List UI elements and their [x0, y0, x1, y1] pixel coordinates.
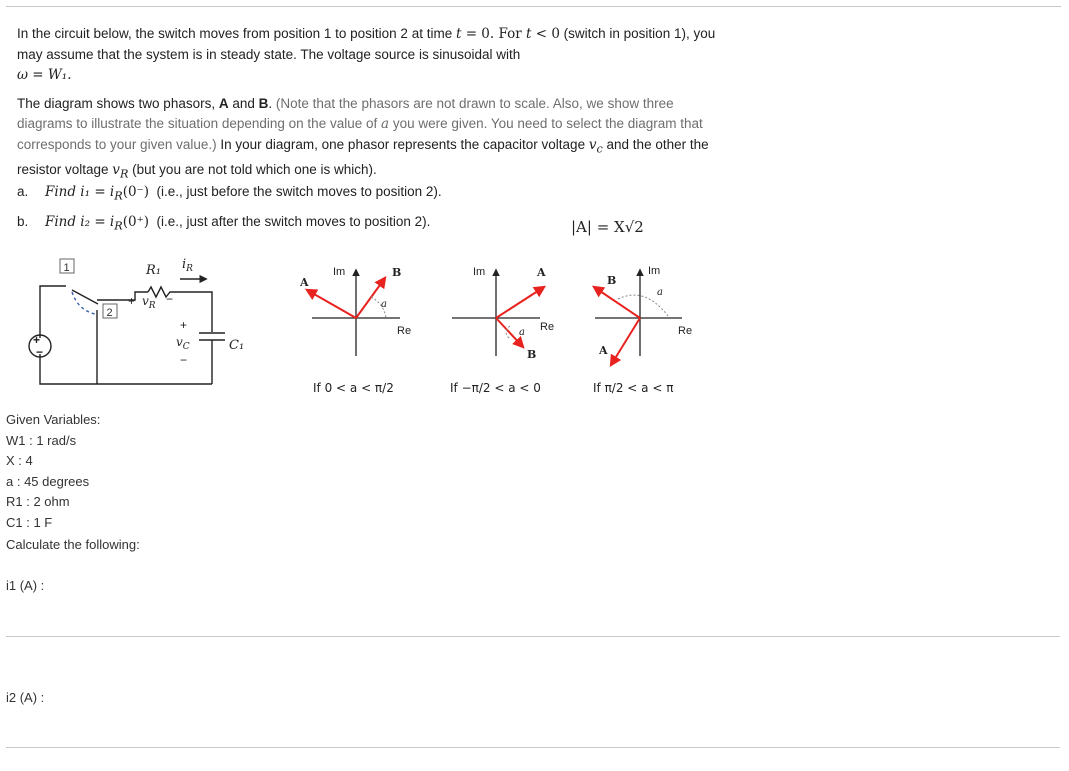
given-header: Given Variables:	[6, 412, 101, 427]
resistor-r1	[148, 287, 182, 297]
source-minus: −	[36, 345, 44, 359]
condition-3: If π/2 < a < π	[593, 381, 674, 395]
angle-label: a	[657, 287, 663, 298]
ir-label: $i_R$	[182, 257, 193, 274]
phasor-a	[611, 318, 640, 365]
vc-label: $v_C$	[176, 335, 190, 352]
phasor-magnitude: |A| = X√2	[571, 218, 644, 236]
re-label: Re	[678, 325, 693, 337]
figure	[0, 248, 720, 408]
answer-i1-field[interactable]	[6, 636, 1060, 637]
intro-paragraph: In the circuit below, the switch moves from position 1 to position 2 at time t = 0. For t < 0 (switch in position 1), you may assume that the system is in steady state. The voltage source is sinusoidal with ω = W₁.	[17, 26, 716, 83]
var-c1: C1 : 1 F	[6, 514, 53, 530]
calc-header: Calculate the following:	[6, 537, 140, 552]
angle-label: a	[519, 327, 525, 338]
switch-blade	[72, 290, 98, 304]
phasor-b	[356, 278, 385, 318]
top-divider	[6, 6, 1061, 7]
c1-label: C₁	[229, 338, 245, 353]
var-w1: W1 : 1 rad/s	[6, 432, 77, 448]
problem-statement	[17, 24, 717, 185]
phasor-b	[594, 287, 640, 318]
re-label: Re	[397, 325, 412, 337]
angle-label: a	[381, 299, 387, 310]
phasor-diagram-2	[450, 266, 554, 395]
wire-switch-r1	[97, 292, 148, 300]
note-text: (Note that the phasors are not drawn to scale. Also, we show three diagrams to illustrate the situation depending on the value of a you were given. You need to select the diagram that corresponds to your given value.)	[17, 95, 703, 152]
question-items	[17, 182, 442, 242]
im-label: Im	[473, 266, 486, 278]
item-a: a. Find $i_1 = i_R(0^-)$ (i.e., just before the switch moves to position 2).	[17, 184, 442, 203]
phasor-a	[307, 290, 356, 318]
phasor-a	[496, 287, 544, 318]
label-a: A	[300, 276, 309, 289]
im-label: Im	[648, 265, 661, 277]
var-a: a : 45 degrees	[6, 473, 90, 489]
var-r1: R1 : 2 ohm	[6, 494, 70, 509]
label-a: A	[599, 344, 608, 357]
re-label: Re	[540, 321, 555, 333]
source-plus: +	[33, 333, 41, 347]
im-label: Im	[333, 266, 346, 278]
diagram-paragraph: The diagram shows two phasors, A and B. (Note that the phasors are not drawn to scale. Also, we show three diagrams to illustrate the situation depending on the value of a you were given. You need to select the diagram that corresponds to your given value.) In your diagram, one phasor represents the capacitor voltage $v_c$ and the other the resistor voltage $v_R$ (but you are not told which one is which).	[17, 95, 709, 181]
label-b: B	[527, 348, 537, 361]
vr-plus: +	[128, 294, 136, 308]
circuit-diagram	[29, 279, 225, 384]
phasor-diagram-3	[593, 265, 692, 395]
label-b: B	[392, 266, 402, 279]
condition-1: If 0 < a < π/2	[313, 381, 394, 395]
answer-i1-label: i1 (A) :	[6, 578, 45, 593]
answer-i2-label: i2 (A) :	[6, 690, 45, 705]
angle-arc	[618, 295, 668, 316]
condition-2: If −π/2 < a < 0	[450, 381, 541, 395]
vc-plus: +	[180, 318, 188, 332]
label-a: A	[537, 266, 546, 279]
switch-pos1-label: 1	[63, 262, 70, 274]
var-x: X : 4	[6, 453, 33, 468]
item-b: b. Find $i_2 = i_R(0^+)$ (i.e., just after the switch moves to position 2).	[17, 214, 431, 233]
switch-path	[72, 292, 95, 314]
wire-left-top	[40, 286, 66, 338]
vr-label: $v_R$	[142, 294, 156, 311]
given-variables	[6, 410, 140, 556]
r1-label: R₁	[146, 263, 161, 278]
vc-minus: −	[180, 353, 188, 367]
answer-i2-field[interactable]	[6, 747, 1060, 748]
phasor-diagram-1	[299, 266, 411, 395]
vr-minus: −	[166, 292, 174, 306]
switch-pos2-label: 2	[106, 307, 113, 319]
label-b: B	[607, 274, 617, 287]
